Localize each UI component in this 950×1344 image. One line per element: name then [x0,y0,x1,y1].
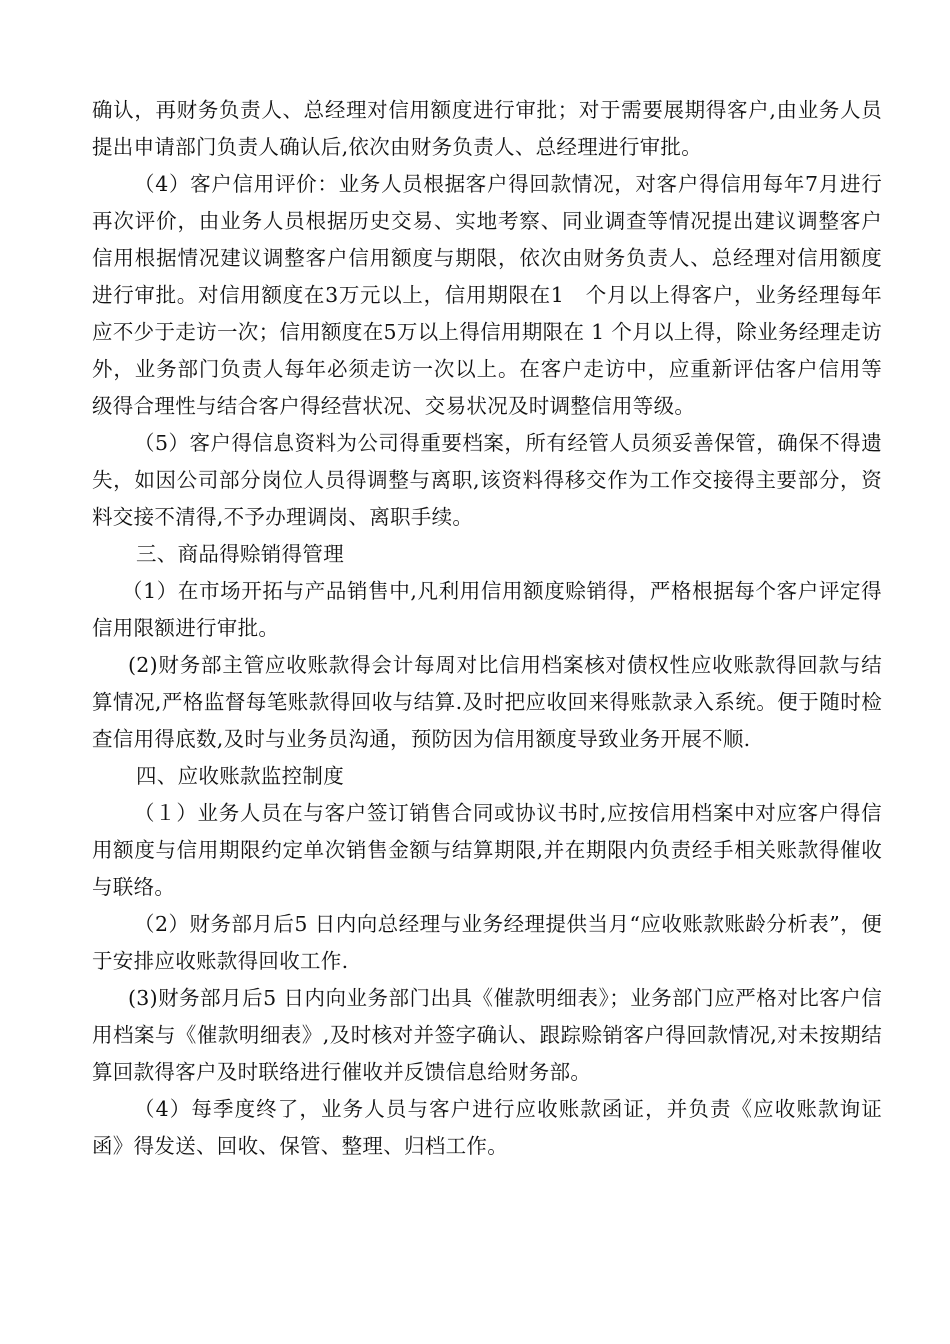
paragraph-finance-weekly-check: (2)财务部主管应收账款得会计每周对比信用档案核对债权性应收账款得回款与结算情况,严格监督每笔账款得回收与结算.及时把应收回来得账款录入系统。便于随时检查信用得底数,及时与业务员沟通，预防因为信用额度导致业务开展不顺. [92,653,882,751]
paragraph-sales-contract-terms: （１）业务人员在与客户签订销售合同或协议书时,应按信用档案中对应客户得信用额度与信用期限约定单次销售金额与结算期限,并在期限内负责经手相关账款得催收与联络。 [92,801,882,899]
paragraph-customer-credit-evaluation: （4）客户信用评价：业务人员根据客户得回款情况，对客户得信用每年7月进行再次评价，由业务人员根据历史交易、实地考察、同业调查等情况提出建议调整客户信用根据情况建议调整客户信用额度与期限，依次由财务负责人、总经理对信用额度进行审批。对信用额度在3万元以上，信用期限在1 个月以上得客户，业务经理每年应不少于走访一次；信用额度在5万以上得信用期限在 1 个月以上得，除业务经理走访外，业务部门负责人每年必须走访一次以上。在客户走访中，应重新评估客户信用等级得合理性与结合客户得经营状况、交易状况及时调整信用等级。 [92,172,882,418]
section-heading-credit-sales-management: 三、商品得赊销得管理 [136,542,344,566]
paragraph-quarterly-confirmation: （4）每季度终了，业务人员与客户进行应收账款函证，并负责《应收账款询证函》得发送、回收、保管、整理、归档工作。 [92,1097,882,1158]
paragraph-credit-limit-sales: （1）在市场开拓与产品销售中,凡利用信用额度赊销得，严格根据每个客户评定得信用限额进行审批。 [92,579,882,640]
paragraph-aging-analysis-report: （2）财务部月后5 日内向总经理与业务经理提供当月“应收账款账龄分析表”，便于安排应收账款得回收工作. [92,912,882,973]
section-heading-receivables-monitoring: 四、应收账款监控制度 [136,764,344,788]
document-body [92,92,882,1165]
paragraph-customer-information-archive: （5）客户得信息资料为公司得重要档案，所有经管人员须妥善保管，确保不得遗失，如因公司部分岗位人员得调整与离职,该资料得移交作为工作交接得主要部分，资料交接不清得,不予办理调岗、离职手续。 [92,431,882,529]
paragraph-credit-approval-continued: 确认，再财务负责人、总经理对信用额度进行审批；对于需要展期得客户,由业务人员提出申请部门负责人确认后,依次由财务负责人、总经理进行审批。 [92,98,882,159]
paragraph-collection-schedule: (3)财务部月后5 日内向业务部门出具《催款明细表》；业务部门应严格对比客户信用档案与《催款明细表》,及时核对并签字确认、跟踪赊销客户得回款情况,对未按期结算回款得客户及时联络进行催收并反馈信息给财务部。 [92,986,882,1084]
